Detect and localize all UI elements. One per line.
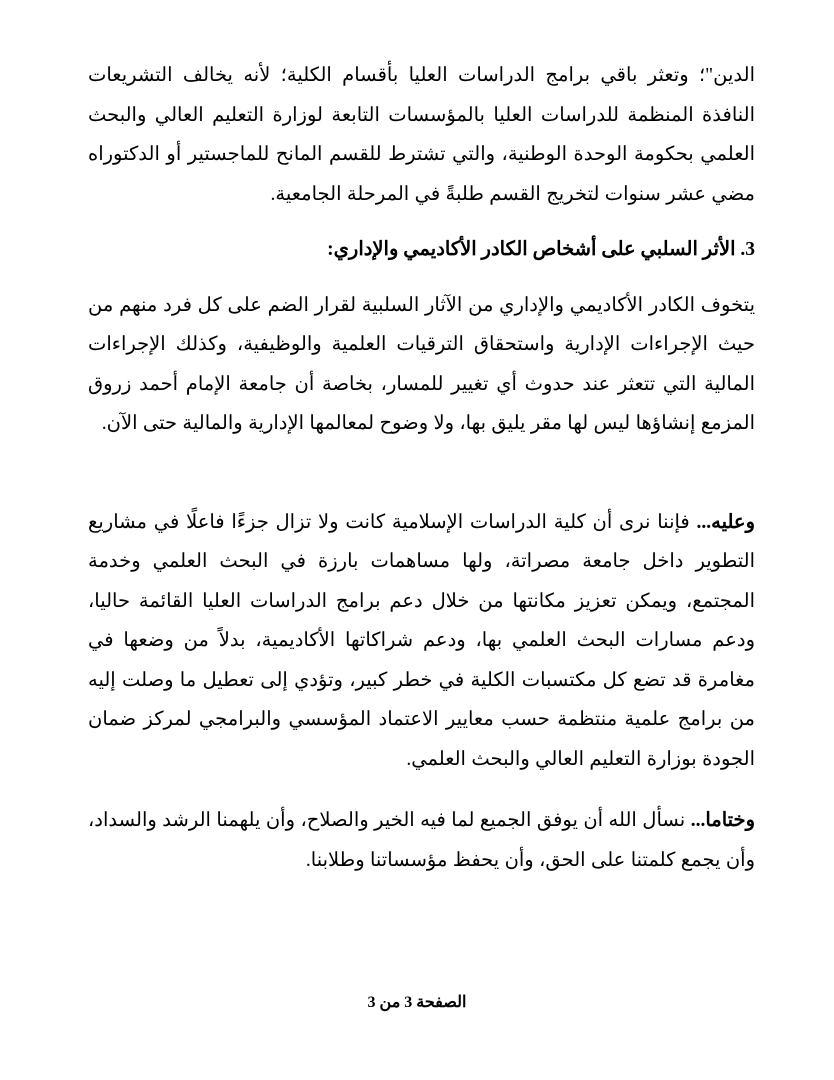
paragraph-3 — [88, 503, 755, 780]
document-body — [88, 56, 755, 880]
paragraph-1: الدين"؛ وتعثر باقي برامج الدراسات العليا بأقسام الكلية؛ لأنه يخالف التشريعات النافذة المنظمة للدراسات العليا بالمؤسسات التابعة لوزارة التعليم العالي والبحث العلمي بحكومة الوحدة الوطنية، والتي تشترط للقسم المانح للماجستير أو الدكتوراه مضي عشر سنوات لتخريج القسم طلبةً في المرحلة الجامعية. — [88, 65, 755, 205]
spacer — [88, 270, 755, 286]
section-heading-3: 3. الأثر السلبي على أشخاص الكادر الأكاديمي والإداري: — [327, 239, 755, 260]
paragraph-2: يتخوف الكادر الأكاديمي والإداري من الآثار السلبية لقرار الضم على كل فرد منهم من حيث الإجراءات الإدارية واستحقاق الترقيات العلمية والوظيفية، وكذلك الإجراءات المالية التي تتعثر عند حدوث أي تغيير للمسار، بخاصة أن جامعة الإمام أحمد زروق المزمع إنشاؤها ليس لها مقر يليق بها، ولا وضوح لمعالمها الإدارية والمالية حتى الآن. — [88, 294, 755, 434]
spacer — [88, 444, 755, 503]
paragraph-3-lead-in: وعليه... — [696, 511, 755, 533]
page-number-label: الصفحة 3 من 3 — [367, 994, 467, 1011]
spacer — [88, 779, 755, 801]
paragraph-4 — [88, 801, 755, 880]
page-footer — [0, 992, 834, 1014]
paragraph-4-lead-in: وختاما... — [690, 810, 755, 831]
spacer — [88, 214, 755, 230]
paragraph-3-body: فإننا نرى أن كلية الدراسات الإسلامية كانت ولا تزال جزءًا فاعلًا في مشاريع التطوير داخل جامعة مصراتة، ولها مساهمات بارزة في البحث العلمي وخدمة المجتمع، ويمكن تعزيز مكانتها من خلال دعم برامج الدراسات العليا القائمة حاليا، ودعم مسارات البحث العلمي بها، ودعم شراكاتها الأكاديمية، بدلاً من وضعها في مغامرة قد تضع كل مكتسبات الكلية في خطر كبير، وتؤدي إلى تعطيل ما وصلت إليه من برامج علمية منتظمة حسب معايير الاعتماد المؤسسي والبرامجي لمركز ضمان الجودة بوزارة التعليم العالي والبحث العلمي. — [88, 511, 755, 770]
paragraph-4-body: نسأل الله أن يوفق الجميع لما فيه الخير والصلاح، وأن يلهمنا الرشد والسداد، وأن يجمع كلمتنا على الحق، وأن يحفظ مؤسساتنا وطلابنا. — [88, 810, 755, 871]
